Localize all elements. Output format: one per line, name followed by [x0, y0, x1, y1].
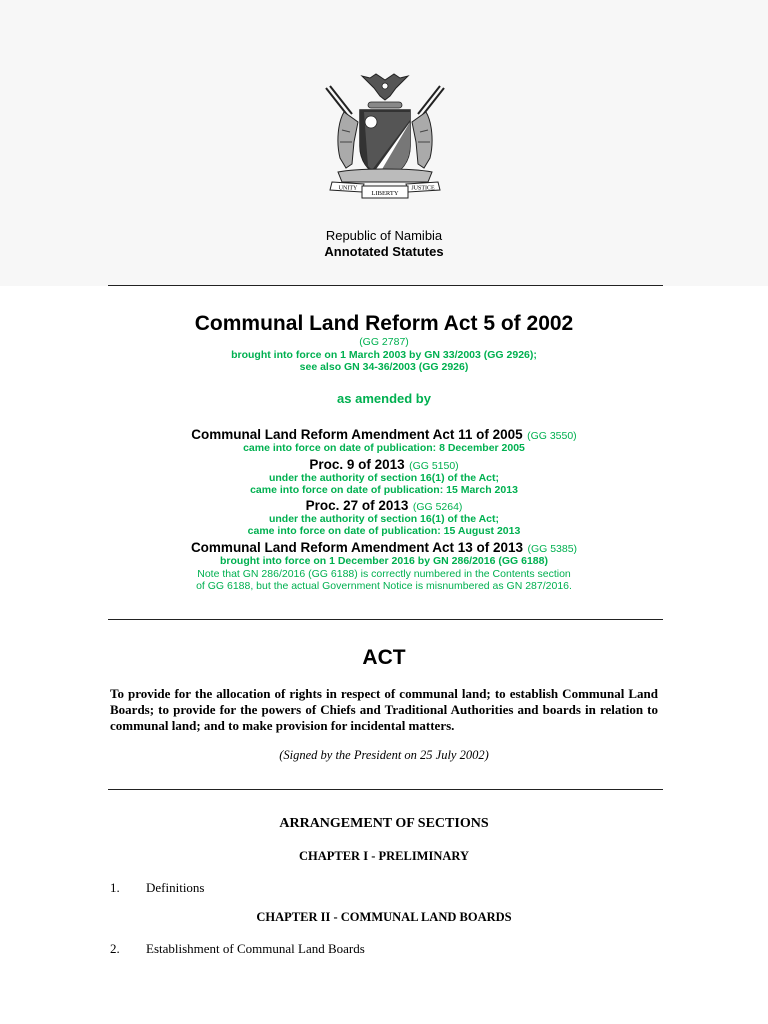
motto-justice: JUSTICE [411, 185, 435, 192]
divider-rule [108, 619, 663, 620]
amendment-title: Proc. 9 of 2013 [309, 457, 405, 472]
motto-unity: UNITY [338, 185, 358, 192]
amendment-title: Proc. 27 of 2013 [305, 498, 409, 513]
act-title: Communal Land Reform Act 5 of 2002 [194, 312, 574, 335]
amendment-title: Communal Land Reform Amendment Act 13 of 2013 [190, 540, 523, 555]
section-number: 1. [110, 880, 120, 895]
amendment-extra-note: Note that GN 286/2016 (GG 6188) is correctly numbered in the Contents section [197, 568, 571, 580]
amendment-extra-note: of GG 6188, but the actual Government Notice is misnumbered as GN 287/2016. [196, 580, 572, 592]
act-gazette-ref: (GG 2787) [359, 336, 409, 348]
divider-rule [108, 285, 663, 286]
amendment-note: under the authority of section 16(1) of the Act; [268, 472, 500, 484]
motto-liberty: LIBERTY [371, 190, 399, 197]
amendment-note: came into force on date of publication: 15 August 2013 [247, 525, 521, 537]
divider-rule [108, 789, 663, 790]
act-force-note: brought into force on 1 March 2003 by GN 33/2003 (GG 2926); [231, 349, 537, 361]
amendment-gazette: (GG 5264) [412, 501, 463, 513]
amendment-gazette: (GG 5385) [527, 543, 578, 555]
republic-label: Republic of Namibia [325, 228, 443, 243]
signed-note: (Signed by the President on 25 July 2002) [279, 748, 489, 762]
section-title[interactable]: Definitions [146, 880, 205, 895]
amended-by-label: as amended by [337, 391, 431, 406]
amendment-note: under the authority of section 16(1) of the Act; [268, 513, 500, 525]
amendment-title: Communal Land Reform Amendment Act 11 of 2005 [191, 427, 523, 442]
coat-of-arms-emblem [318, 72, 452, 208]
amendment-gazette: (GG 5150) [409, 460, 459, 472]
act-heading: ACT [362, 646, 406, 669]
act-see-also-note: see also GN 34-36/2003 (GG 2926) [299, 361, 469, 373]
section-number: 2. [110, 941, 120, 956]
chapter-heading: CHAPTER II - COMMUNAL LAND BOARDS [256, 910, 512, 924]
amendment-note: brought into force on 1 December 2016 by GN 286/2016 (GG 6188) [220, 555, 548, 567]
amendment-note: came into force on date of publication: 15 March 2013 [250, 484, 518, 496]
annotated-statutes-label: Annotated Statutes [324, 244, 444, 259]
arrangement-heading: ARRANGEMENT OF SECTIONS [279, 816, 489, 831]
section-title[interactable]: Establishment of Communal Land Boards [146, 941, 365, 956]
chapter-heading: CHAPTER I - PRELIMINARY [298, 849, 470, 863]
act-purpose: To provide for the allocation of rights in respect of communal land; to establish Communal Land Boards; to provide for the powers of Chiefs and Traditional Authorities and boards in relation to communal land; and to make provision for incidental matters. [110, 686, 658, 733]
amendment-gazette: (GG 3550) [527, 430, 577, 442]
amendment-note: came into force on date of publication: 8 December 2005 [243, 442, 525, 454]
